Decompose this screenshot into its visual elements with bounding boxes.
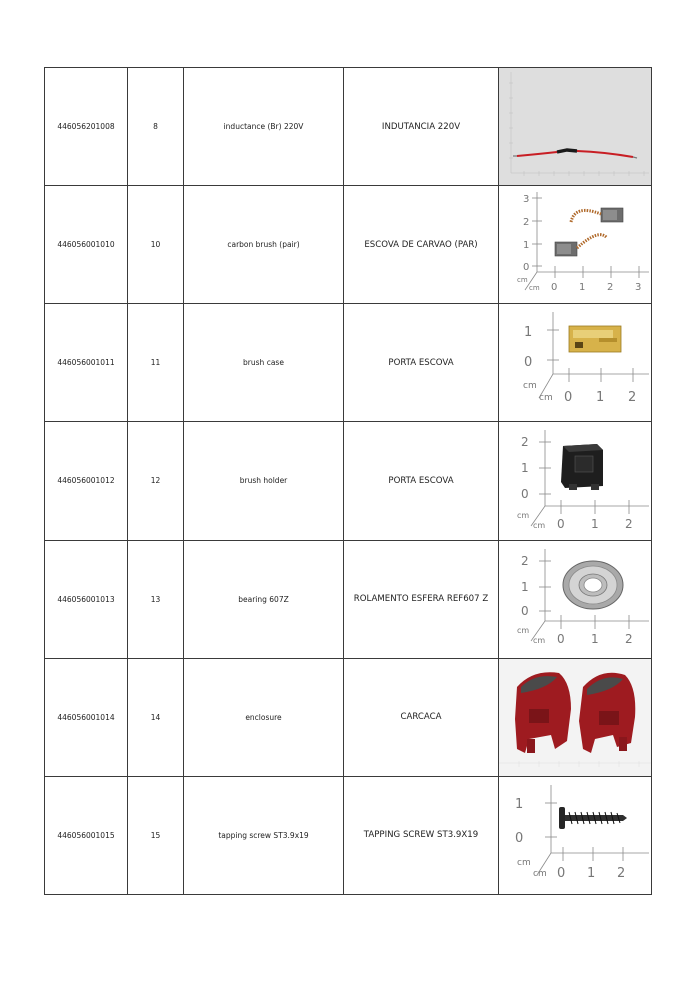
image-cell [499, 658, 652, 776]
position-cell [128, 422, 184, 540]
scale-tick-label: 0 [557, 865, 566, 881]
table-row [45, 186, 652, 304]
position-cell [128, 540, 184, 658]
parts-table [44, 67, 652, 895]
description-en-cell [184, 422, 344, 540]
scale-tick-label: 1 [521, 579, 529, 594]
position-cell [128, 68, 184, 186]
part-code-cell [45, 658, 128, 776]
image-cell [499, 68, 652, 186]
scale-tick-label: 1 [523, 240, 530, 252]
brush-holder-photo [499, 422, 651, 539]
description-pt: ESCOVA DE CARVAO (PAR) [364, 239, 478, 250]
part-code-cell [45, 540, 128, 658]
table-row [45, 304, 652, 422]
scale-tick-label: 2 [521, 553, 529, 568]
description-en-cell [184, 304, 344, 422]
part-code: 446056201008 [57, 122, 115, 132]
scale-tick-label: 1 [579, 282, 586, 294]
scale-tick-label: 0 [521, 487, 529, 502]
description-pt-cell [344, 776, 499, 894]
table-row [45, 776, 652, 894]
scale-tick-label: 2 [607, 282, 614, 294]
position-cell [128, 776, 184, 894]
scale-tick-label: 2 [625, 631, 633, 646]
scale-tick-label: 0 [551, 282, 558, 294]
scale-tick-label: 2 [617, 865, 626, 881]
scale-unit-label: cm [517, 857, 531, 868]
part-code-cell [45, 422, 128, 540]
part-code-cell [45, 68, 128, 186]
scale-tick-label: 0 [524, 355, 533, 371]
position-number: 15 [150, 830, 161, 840]
description-pt: INDUTANCIA 220V [381, 121, 461, 132]
scale-tick-label: 2 [628, 390, 637, 406]
scale-tick-label: 3 [635, 282, 642, 294]
scale-tick-label: 1 [591, 517, 599, 532]
scale-unit-label: cm [517, 276, 528, 285]
table-row [45, 540, 652, 658]
tapping-screw-photo [499, 777, 651, 894]
scale-tick-label: 1 [524, 325, 533, 341]
description-pt-cell [344, 186, 499, 304]
position-cell [128, 186, 184, 304]
scale-unit-label: cm [517, 511, 530, 521]
carbon-brush-photo [499, 186, 651, 303]
description-en: brush case [243, 358, 284, 368]
description-en-cell [184, 186, 344, 304]
description-en-cell [184, 68, 344, 186]
scale-tick-label: 2 [521, 435, 529, 450]
scale-tick-label: 0 [557, 517, 565, 532]
scale-unit-label: cm [529, 284, 540, 293]
description-pt: TAPPING SCREW ST3.9X19 [363, 830, 479, 841]
scale-unit-label: cm [539, 393, 553, 404]
description-pt: CARCACA [400, 712, 442, 723]
inductance-wire-photo [499, 68, 651, 185]
scale-tick-label: 0 [521, 603, 529, 618]
scale-tick-label: 2 [625, 517, 633, 532]
description-pt-cell [344, 540, 499, 658]
position-number: 11 [150, 358, 161, 368]
scale-tick-label: 1 [587, 865, 596, 881]
description-en: brush holder [239, 476, 288, 486]
scale-tick-label: 1 [596, 390, 605, 406]
description-pt: ROLAMENTO ESFERA REF607 Z [353, 594, 489, 605]
description-en: inductance (Br) 220V [223, 122, 304, 132]
part-code-cell [45, 186, 128, 304]
description-en: enclosure [245, 712, 282, 722]
description-en: bearing 607Z [238, 594, 289, 604]
position-number: 10 [150, 240, 161, 250]
description-en: carbon brush (pair) [227, 240, 300, 250]
description-en-cell [184, 540, 344, 658]
scale-tick-label: 1 [521, 461, 529, 476]
description-pt: PORTA ESCOVA [388, 357, 454, 368]
bearing-photo [499, 541, 651, 658]
scale-tick-label: 0 [523, 262, 530, 274]
description-en-cell [184, 776, 344, 894]
scale-tick-label: 0 [557, 631, 565, 646]
scale-tick-label: 3 [523, 194, 530, 206]
table-row [45, 68, 652, 186]
scale-unit-label: cm [533, 521, 546, 531]
table-row [45, 658, 652, 776]
scale-tick-label: 1 [515, 796, 524, 812]
part-code: 446056001010 [57, 240, 115, 250]
position-cell [128, 658, 184, 776]
description-pt-cell [344, 304, 499, 422]
scale-unit-label: cm [533, 868, 547, 879]
image-cell [499, 304, 652, 422]
position-number: 13 [150, 594, 161, 604]
description-en: tapping screw ST3.9x19 [218, 830, 309, 840]
brush-case-photo [499, 304, 651, 421]
position-cell [128, 304, 184, 422]
part-code-cell [45, 304, 128, 422]
position-number: 14 [150, 712, 161, 722]
image-cell [499, 422, 652, 540]
description-en-cell [184, 658, 344, 776]
description-pt-cell [344, 658, 499, 776]
position-number: 12 [150, 476, 161, 486]
part-code-cell [45, 776, 128, 894]
description-pt-cell [344, 422, 499, 540]
scale-tick-label: 0 [564, 390, 573, 406]
scale-unit-label: cm [523, 381, 537, 392]
part-code: 446056001013 [57, 594, 115, 604]
scale-tick-label: 0 [515, 830, 524, 846]
part-code: 446056001014 [57, 712, 115, 722]
image-cell [499, 776, 652, 894]
enclosure-photo [499, 659, 651, 776]
part-code: 446056001011 [57, 358, 115, 368]
table-row [45, 422, 652, 540]
part-code: 446056001012 [57, 476, 115, 486]
scale-tick-label: 1 [591, 631, 599, 646]
description-pt: PORTA ESCOVA [388, 475, 454, 486]
scale-unit-label: cm [517, 625, 530, 635]
scale-tick-label: 2 [523, 217, 530, 229]
position-number: 8 [153, 122, 158, 132]
description-pt-cell [344, 68, 499, 186]
image-cell [499, 540, 652, 658]
image-cell [499, 186, 652, 304]
scale-unit-label: cm [533, 635, 546, 645]
part-code: 446056001015 [57, 830, 115, 840]
